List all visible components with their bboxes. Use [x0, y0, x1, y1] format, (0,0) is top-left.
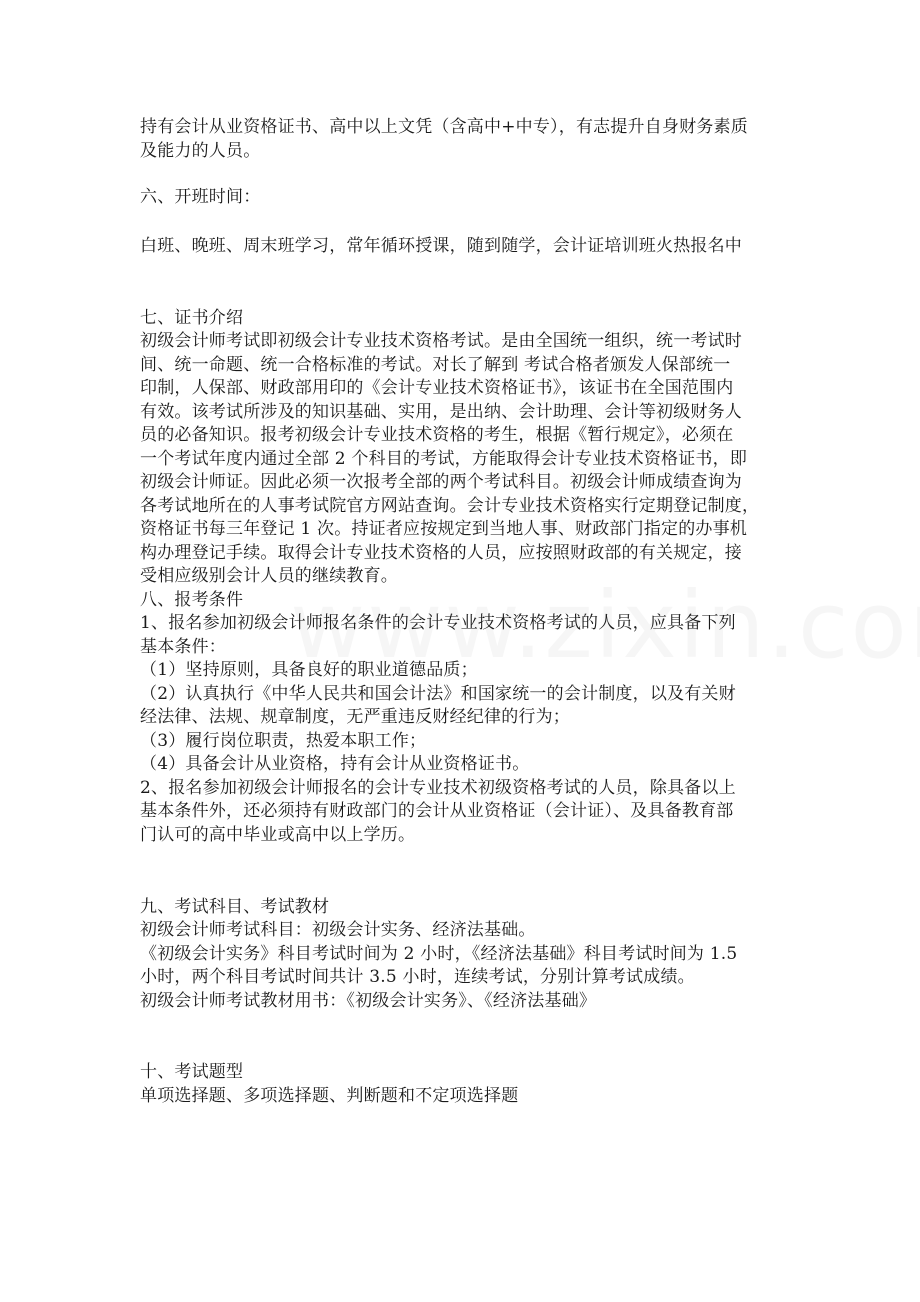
section-heading-8: 八、报考条件	[140, 590, 244, 610]
text-line: 初级会计师考试即初级会计专业技术资格考试。是由全国统一组织，统一考试时	[140, 331, 742, 351]
text-line: 构办理登记手续。取得会计专业技术资格的人员，应按照财政部的有关规定，接	[140, 543, 742, 563]
text-line: 1、报名参加初级会计师报名条件的会计专业技术资格考试的人员，应具备下列	[140, 613, 736, 633]
text-line: 经法律、法规、规章制度，无严重违反财经纪律的行为；	[140, 707, 570, 727]
text-line: 单项选择题、多项选择题、判断题和不定项选择题	[140, 1086, 519, 1106]
text-line: 有效。该考试所涉及的知识基础、实用，是出纳、会计助理、会计等初级财务人	[140, 402, 742, 422]
text-line: （4）具备会计从业资格，持有会计从业资格证书。	[140, 754, 530, 774]
text-line: 印制，人保部、财政部用印的《会计专业技术资格证书》，该证书在全国范围内	[140, 378, 734, 398]
section-heading-10: 十、考试题型	[140, 1062, 244, 1082]
text-line: 2、报名参加初级会计师报名的会计专业技术初级资格考试的人员，除具备以上	[140, 778, 736, 798]
text-line: 员的必备知识。报考初级会计专业技术资格的考生，根据《暂行规定》，必须在	[140, 425, 734, 445]
text-line: 门认可的高中毕业或高中以上学历。	[140, 825, 416, 845]
text-line: 小时，两个科目考试时间共计 3.5 小时，连续考试，分别计算考试成绩。	[140, 967, 695, 987]
text-line: 初级会计师证。因此必须一次报考全部的两个考试科目。初级会计师成绩查询为	[140, 472, 742, 492]
text-line: 初级会计师考试科目：初级会计实务、经济法基础。	[140, 920, 536, 940]
section-heading-7: 七、证书介绍	[140, 308, 244, 328]
text-line: 基本条件外，还必须持有财政部门的会计从业资格证（会计证）、及具备教育部	[140, 801, 734, 821]
text-line: 持有会计从业资格证书、高中以上文凭（含高中+中专），有志提升自身财务素质	[140, 117, 748, 137]
text-line: 各考试地所在的人事考试院官方网站查询。会计专业技术资格实行定期登记制度，	[140, 496, 760, 516]
text-line: （3）履行岗位职责，热爱本职工作；	[140, 731, 427, 751]
text-line: 白班、晚班、周末班学习，常年循环授课，随到随学，会计证培训班火热报名中	[140, 236, 742, 256]
text-line: （2）认真执行《中华人民共和国会计法》和国家统一的会计制度，以及有关财	[140, 684, 736, 704]
section-heading-9: 九、考试科目、考试教材	[140, 897, 330, 917]
text-line: 《初级会计实务》科目考试时间为 2 小时，《经济法基础》科目考试时间为 1.5	[140, 944, 738, 964]
text-line: 一个考试年度内通过全部 2 个科目的考试，方能取得会计专业技术资格证书，即	[140, 449, 748, 469]
section-heading-6: 六、开班时间：	[140, 187, 261, 207]
text-line: （1）坚持原则，具备良好的职业道德品质；	[140, 660, 478, 680]
text-line: 间、统一命题、统一合格标准的考试。对长了解到 考试合格者颁发人保部统一	[140, 355, 731, 375]
text-line: 基本条件：	[140, 637, 226, 657]
text-line: 初级会计师考试教材用书：《初级会计实务》、《经济法基础》	[140, 991, 597, 1011]
text-line: 资格证书每三年登记 1 次。持证者应按规定到当地人事、财政部门指定的办事机	[140, 519, 748, 539]
text-line: 及能力的人员。	[140, 141, 261, 161]
text-line: 受相应级别会计人员的继续教育。	[140, 566, 398, 586]
